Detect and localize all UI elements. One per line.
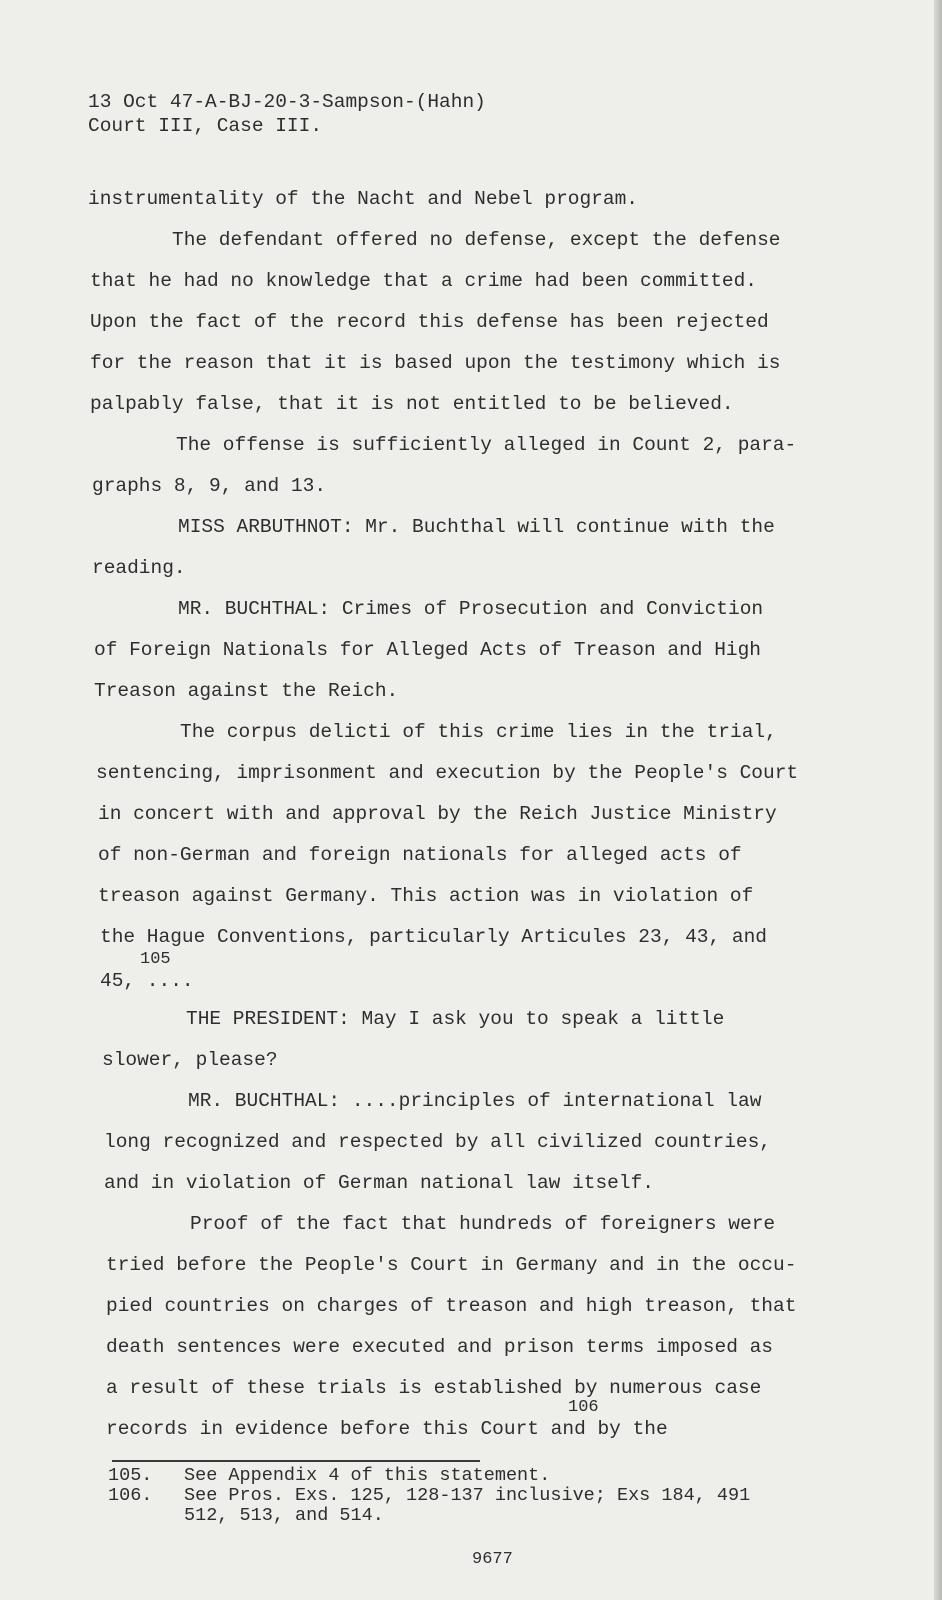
transcript-header: [88, 90, 486, 138]
body-line: palpably false, that it is not entitled to be believed.: [90, 393, 734, 415]
body-line: a result of these trials is established by numerous case: [106, 1377, 762, 1399]
body-line: reading.: [92, 557, 186, 579]
body-line: treason against Germany. This action was in violation of: [98, 885, 754, 907]
footnote-105: [108, 1466, 750, 1486]
body-line: of Foreign Nationals for Alleged Acts of Treason and High: [94, 639, 762, 661]
body-line: sentencing, imprisonment and execution by the People's Court: [96, 762, 799, 784]
body-line: Upon the fact of the record this defense has been rejected: [90, 311, 769, 333]
footnote-number: 106.: [108, 1485, 153, 1506]
body-line: MISS ARBUTHNOT: Mr. Buchthal will continue with the: [178, 516, 775, 538]
body-line: The offense is sufficiently alleged in Count 2, para-: [176, 434, 797, 456]
footnote-ref-106: 106: [568, 1398, 599, 1417]
body-line: instrumentality of the Nacht and Nebel program.: [88, 188, 638, 210]
body-line: MR. BUCHTHAL: Crimes of Prosecution and Conviction: [178, 598, 764, 620]
body-line: tried before the People's Court in Germany and in the occu-: [106, 1254, 797, 1276]
body-line: for the reason that it is based upon the testimony which is: [90, 352, 781, 374]
page-number: 9677: [472, 1550, 513, 1569]
header-line-1: 13 Oct 47-A-BJ-20-3-Sampson-(Hahn): [88, 91, 486, 113]
body-line: MR. BUCHTHAL: ....principles of international law: [188, 1090, 762, 1112]
body-line: death sentences were executed and prison terms imposed as: [106, 1336, 774, 1358]
body-line: in concert with and approval by the Reich Justice Ministry: [98, 803, 777, 825]
body-line: records in evidence before this Court and by the: [106, 1418, 668, 1440]
body-line: and in violation of German national law itself.: [104, 1172, 654, 1194]
body-line: The defendant offered no defense, except the defense: [172, 229, 781, 251]
body-line: of non-German and foreign nationals for alleged acts of: [98, 844, 742, 866]
body-line: that he had no knowledge that a crime had been committed.: [90, 270, 758, 292]
body-line: Proof of the fact that hundreds of foreigners were: [190, 1213, 776, 1235]
body-line: The corpus delicti of this crime lies in the trial,: [180, 721, 777, 743]
footnotes: [108, 1466, 750, 1526]
footnote-continuation: 512, 513, and 514.: [184, 1505, 384, 1526]
body-line: graphs 8, 9, and 13.: [92, 475, 327, 497]
footnote-text: See Pros. Exs. 125, 128-137 inclusive; Exs 184, 491: [184, 1485, 751, 1506]
footnote-106: [108, 1486, 750, 1506]
body-line: slower, please?: [102, 1049, 278, 1071]
body-line: 45, ....: [100, 970, 194, 992]
body-line: the Hague Conventions, particularly Articules 23, 43, and: [100, 926, 768, 948]
body-line: THE PRESIDENT: May I ask you to speak a little: [186, 1008, 725, 1030]
body-line: Treason against the Reich.: [94, 680, 399, 702]
footnote-divider: [112, 1460, 480, 1462]
body-line: pied countries on charges of treason and high treason, that: [106, 1295, 797, 1317]
footnote-number: 105.: [108, 1465, 153, 1486]
header-line-2: Court III, Case III.: [88, 115, 323, 137]
footnote-ref-105: 105: [140, 950, 171, 969]
footnote-text: See Appendix 4 of this statement.: [184, 1465, 551, 1486]
body-line: long recognized and respected by all civilized countries,: [104, 1131, 772, 1153]
